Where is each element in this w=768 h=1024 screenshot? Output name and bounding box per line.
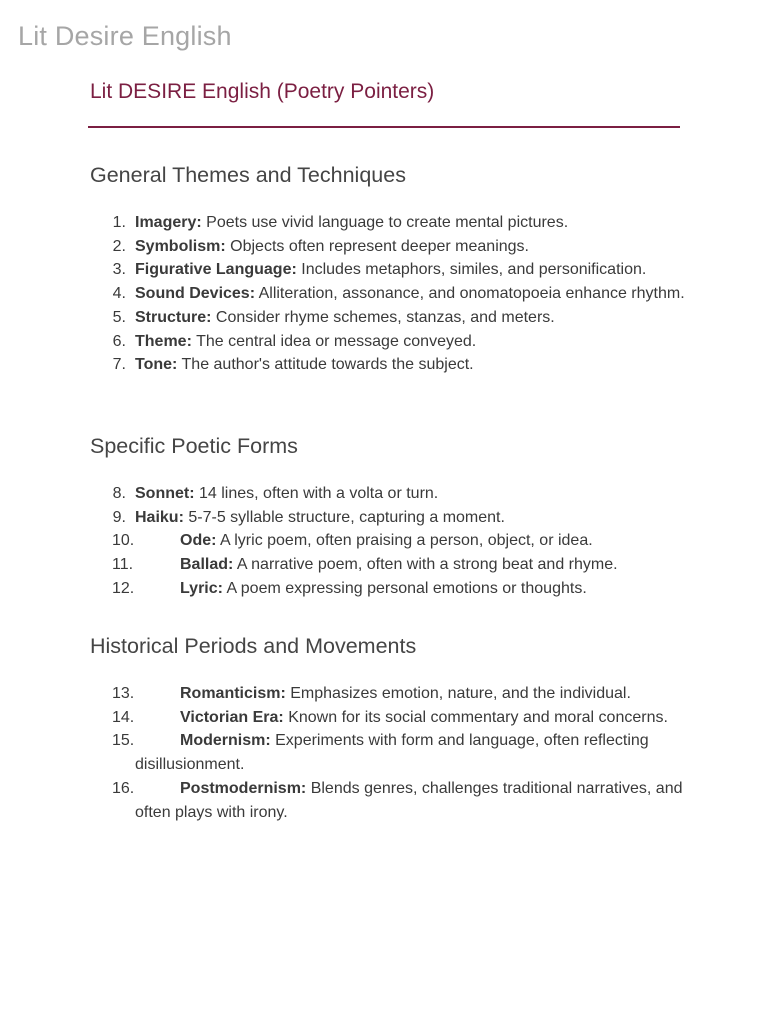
list-term: Imagery:: [135, 214, 202, 231]
list-number: 16.: [112, 779, 135, 797]
list-number: 15.: [112, 732, 135, 750]
list-number: 14.: [112, 708, 135, 726]
list-term: Ode:: [180, 532, 217, 550]
list-text: A poem expressing personal emotions or thoughts.: [226, 579, 587, 597]
list-number: 2.: [112, 237, 126, 255]
list-item: [90, 306, 710, 330]
list-number: 8.: [112, 485, 126, 502]
list-text: Objects often represent deeper meanings.: [230, 237, 529, 255]
list-text: Blends genres, challenges traditional narratives, and often plays with irony.: [135, 779, 683, 821]
list-term: Tone:: [135, 356, 178, 374]
numbered-list: [90, 211, 710, 377]
list-item: [90, 282, 710, 306]
list-item: [90, 258, 710, 282]
list-item: [90, 330, 710, 354]
list-number: 6.: [112, 332, 126, 350]
list-term: Modernism:: [180, 732, 271, 750]
list-text: Poets use vivid language to create mental pictures.: [206, 214, 569, 231]
list-term: Postmodernism:: [180, 779, 307, 797]
list-term: Victorian Era:: [180, 708, 284, 726]
list-number: 1.: [112, 214, 126, 231]
section-heading: Specific Poetic Forms: [90, 434, 298, 458]
list-term: Sound Devices:: [135, 285, 256, 303]
document-title: Lit DESIRE English (Poetry Pointers): [90, 80, 435, 103]
watermark-text: Lit Desire English: [18, 21, 232, 51]
list-item: [90, 553, 710, 577]
list-item: [90, 211, 710, 235]
list-item: [90, 482, 710, 506]
section-heading: General Themes and Techniques: [90, 163, 406, 187]
list-number: 9.: [112, 508, 126, 526]
list-text: 5-7-5 syllable structure, capturing a moment.: [188, 508, 505, 526]
list-term: Ballad:: [180, 556, 234, 574]
numbered-list: [90, 682, 710, 824]
list-number: 10.: [112, 532, 135, 550]
numbered-list: [90, 482, 710, 601]
list-number: 13.: [112, 685, 135, 702]
list-number: 12.: [112, 579, 135, 597]
list-number: 7.: [112, 356, 126, 374]
list-text: The central idea or message conveyed.: [196, 332, 477, 350]
list-term: Sonnet:: [135, 485, 195, 502]
list-term: Figurative Language:: [135, 261, 297, 279]
list-item: [90, 506, 710, 530]
list-number: 11.: [112, 556, 134, 574]
list-number: 3.: [112, 261, 126, 279]
title-divider: [88, 126, 680, 128]
list-item: [90, 706, 710, 730]
list-item: [90, 682, 710, 706]
list-text: Includes metaphors, similes, and personification.: [301, 261, 647, 279]
list-item: [90, 777, 710, 824]
list-term: Lyric:: [180, 579, 223, 597]
list-text: Experiments with form and language, often reflecting disillusionment.: [135, 732, 649, 774]
list-term: Structure:: [135, 308, 212, 326]
list-item: [90, 235, 710, 259]
list-text: Known for its social commentary and moral concerns.: [288, 708, 668, 726]
list-text: Emphasizes emotion, nature, and the individual.: [290, 685, 631, 702]
list-term: Romanticism:: [180, 685, 286, 702]
list-term: Haiku:: [135, 508, 184, 526]
list-text: A lyric poem, often praising a person, object, or idea.: [220, 532, 593, 550]
list-text: A narrative poem, often with a strong beat and rhyme.: [236, 556, 618, 574]
list-text: 14 lines, often with a volta or turn.: [199, 485, 439, 502]
section-general-themes: [90, 160, 710, 377]
list-item: [90, 529, 710, 553]
list-term: Theme:: [135, 332, 192, 350]
list-number: 4.: [112, 285, 126, 303]
list-number: 5.: [112, 308, 126, 326]
list-item: [90, 353, 710, 377]
list-item: [90, 729, 710, 776]
section-historical-periods: [90, 631, 710, 824]
section-poetic-forms: [90, 431, 710, 601]
list-text: The author's attitude towards the subject.: [181, 356, 474, 374]
list-term: Symbolism:: [135, 237, 226, 255]
list-text: Consider rhyme schemes, stanzas, and meters.: [215, 308, 555, 326]
list-item: [90, 577, 710, 601]
list-text: Alliteration, assonance, and onomatopoeia enhance rhythm.: [258, 285, 685, 303]
section-heading: Historical Periods and Movements: [90, 634, 417, 658]
